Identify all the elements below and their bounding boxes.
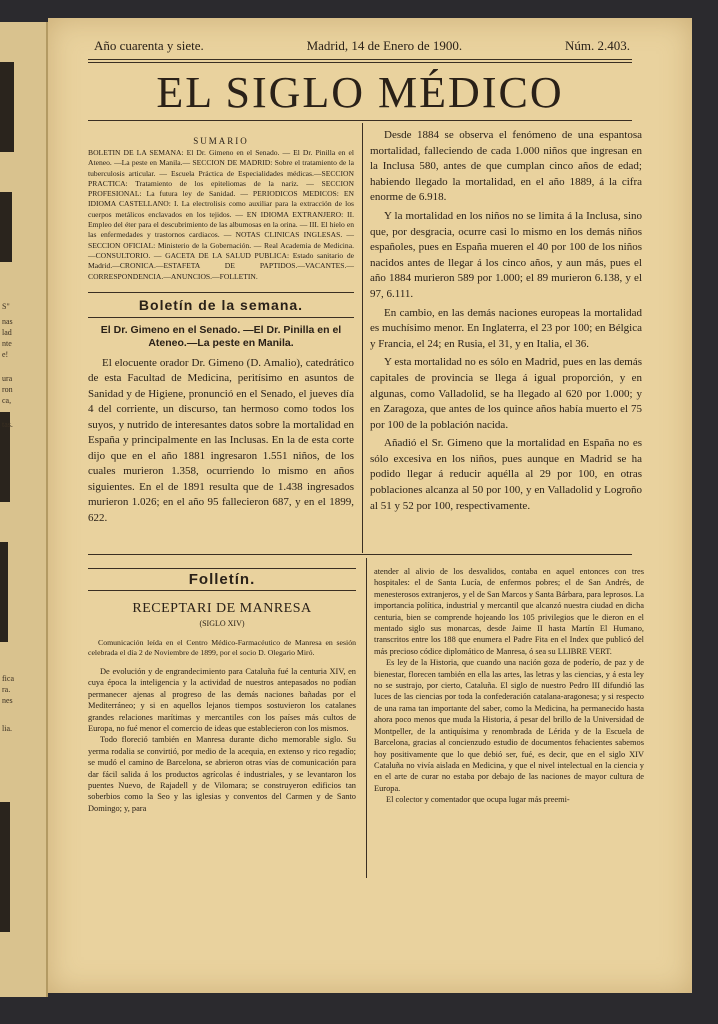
adjacent-fragment: ra. bbox=[2, 685, 11, 694]
newspaper-title: EL SIGLO MÉDICO bbox=[156, 68, 564, 117]
article-paragraph: En cambio, en las demás naciones europeas la mortalidad es muchísimo menor. En Inglaterra, el 23 por 100; en Bélgica y Francia, el 24; en Rusia, el 31, y en Italia, el 36. bbox=[370, 306, 642, 350]
adjacent-fragment: e! bbox=[2, 350, 9, 359]
right-column bbox=[370, 128, 642, 517]
adjacent-fragment: nas bbox=[2, 317, 13, 326]
adjacent-page-edge bbox=[0, 22, 48, 997]
receptari-subtitle: (SIGLO XIV) bbox=[199, 619, 245, 628]
folletin-paragraph: El colector y comentador que ocupa lugar más preemi- bbox=[386, 795, 570, 805]
issue-number: Núm. 2.403. bbox=[565, 38, 630, 53]
folletin-left bbox=[88, 568, 356, 814]
folletin-right bbox=[374, 566, 644, 806]
masthead-rule bbox=[88, 62, 632, 63]
column-divider bbox=[362, 123, 363, 553]
section-rule bbox=[88, 554, 632, 555]
folletin-paragraph: Es ley de la Historia, que cuando una nación goza de poderío, de paz y de bienestar, florecen también en ella las artes, las letras y las ciencias, y á esta ley no se sustrajo, por cierto, Cataluña. El siglo de nuestro Pedro III difundió las luces de las ciencias por toda la confederación catalana-aragonesa; y si respecto de una rama tan importante del saber, como la Medicina, ha permanecido hasta ahora poco menos que muda la Historia, á pesar del brillo de la Universidad de Montpeller, de la antiquísima y renombrada de Lérida y de la Escuela de Barcelona, gracias al concienzudo estudio de documentos fehacientes sabemos hoy positivamente que lo que debió ser, fué, es decir, que en el siglo XIV Cataluña no vivía aislada en Medicina, y que el nivel intelectual en la ciencia y en el arte de curar no estaba por debajo de las naciones de mayor cultura de Europa. bbox=[374, 658, 644, 793]
adjacent-fragment: ura bbox=[2, 374, 13, 383]
article-paragraph: Y esta mortalidad no es sólo en Madrid, pues en las demás capitales de provincia se llega á igual proporción, y en algunas, como Valladolid, se ha llegado al 620 por 1.000; y en Zaragoza, que antes de los quince años había muerto el 75 por 100 de la población nacida. bbox=[370, 356, 642, 431]
folletin-paragraph: Todo floreció también en Manresa durante dicho memorable siglo. Su yerma rodalia se convirtió, por medio de la acequia, en extenso y rico regadío; se mudó el camino de Barcelona, se abrieron otras vías de comunicación para dar fácil salida á los productos agrícolas é industriales, y se levantaron los puentes Nuevo, de Rajadell y de Vilomara; se construyeron edificios tan soberbios como la Seo y las iglesias y conventos del Carmen y de Santo Domingo; y, para bbox=[88, 735, 356, 813]
adjacent-fragment: lia. bbox=[2, 724, 12, 733]
comunicacion-note: Comunicación leída en el Centro Médico-Farmacéutico de Manresa en sesión celebrada el día 2 de Noviembre de 1899, por el socio D. Olegario Miró. bbox=[88, 638, 356, 657]
boletin-subheading: El Dr. Gimeno en el Senado. —El Dr. Pinilla en el Ateneo.—La peste en Manila. bbox=[100, 323, 342, 349]
article-paragraph: Añadió el Sr. Gimeno que la mortalidad en España no es sólo excesiva en los niños, pues aunque en Madrid se ha podido llegar á reducir aquélla al 29 por 100, en otras poblaciones alcanza al 50 por 100, y en Valladolid y Logroño al 51 y 52 por 100, respectivamente. bbox=[370, 437, 642, 512]
newspaper-page bbox=[48, 18, 692, 993]
adjacent-fragment: tas. bbox=[2, 420, 13, 429]
sumario-heading: SUMARIO bbox=[193, 136, 249, 146]
dateline: Madrid, 14 de Enero de 1900. bbox=[306, 38, 463, 53]
article-paragraph: Desde 1884 se observa el fenómeno de una espantosa mortalidad, falleciendo de cada 1.000 niños que ingresan en la Inclusa 580, antes de que cumplan cinco años de edad; habiendo llegado la mortalidad, en el año 1889, á la cifra enorme de 6.918. bbox=[370, 129, 642, 204]
adjacent-fragment: ca, bbox=[2, 396, 12, 405]
adjacent-fragment: nes bbox=[2, 696, 13, 705]
adjacent-black-block bbox=[0, 802, 10, 932]
adjacent-fragment: lad bbox=[2, 328, 12, 337]
adjacent-fragment: S" bbox=[2, 302, 10, 311]
title-rule bbox=[88, 120, 632, 121]
left-column bbox=[88, 128, 354, 526]
boletin-heading: Boletín de la semana. bbox=[88, 292, 354, 318]
article-paragraph: Y la mortalidad en los niños no se limita á la Inclusa, sino que, por desgracia, ocurre casi lo mismo en los demás niños españoles, pues en España mueren el 40 por 100 de los niños nacidos antes de llegar á los cinco años, y aun más, pues el año 1884 murieron 589 por 1.000; el 89 murieron 6.138, y el 97, 6.111. bbox=[370, 209, 642, 300]
folletin-paragraph: atender al alivio de los desvalidos, contaba en aquel entonces con tres hospitales: el de Santa Lucía, de enfermos pobres; el de San Andrés, de menesterosos extranjeros, y el de San Marcos y Santa Bárbara, para leprosos. La importancia política, industrial y mercantil que alcanzó nuestra ciudad en dicha centuria, bien se comprende hojeando los 105 privilegios que le dieron en el mentado siglo sus monarcas, desde Jaime II hasta Martín El Humano, transcritos entre los 188 que enumera el Padre Fita en el Index que publicó del más precioso códice diplomático de Manresa, ó sea su LLIBRE VERT. bbox=[374, 567, 645, 656]
folletin-paragraph: De evolución y de engrandecimiento para Cataluña fué la centuria XIV, en cuya época la inteligencia y la actividad de nuestros antepasados no podían permanecer ajenas al progreso de las demás naciones bañadas por el Mediterráneo; y si en aquellos lejanos tiempos sostuvieron los catalanes grandes relaciones marítimas y mercantiles con los países más cultos de Europa, no fué menor el comercio de ideas que establecieron con los mismos. bbox=[88, 667, 356, 734]
adjacent-black-block bbox=[0, 542, 8, 642]
masthead-info bbox=[94, 38, 630, 58]
adjacent-black-block bbox=[0, 62, 14, 152]
adjacent-fragment: ron bbox=[2, 385, 13, 394]
folletin-column-divider bbox=[366, 558, 367, 878]
receptari-title: RECEPTARI DE MANRESA bbox=[132, 601, 312, 616]
boletin-paragraph: El elocuente orador Dr. Gimeno (D. Amalio), catedrático de esta Facultad de Medicina, peritísimo en asuntos de Sanidad y de Higiene, pronunció en el Senado, el jueves día 4 del corriente, un discurso, tan hermoso como todos los suyos, y nutrido de interesantes datos sobre la mortalidad en España y principalmente en las Inclusas. En la de esta corte dijo que en el año 1881 ingresaron 1.551 niños, de los cuales murieron 1.358, ocurriendo lo mismo en años siguientes. En el de 1891 resulta que de 1.438 ingresados murieron 1.026; en el año 95 fallecieron 687, y en el 1899, 622. bbox=[88, 356, 354, 524]
adjacent-fragment: fica bbox=[2, 674, 14, 683]
folletin-heading: Folletín. bbox=[88, 568, 356, 591]
adjacent-black-block bbox=[0, 192, 12, 262]
year-label: Año cuarenta y siete. bbox=[94, 38, 204, 53]
adjacent-fragment: nte bbox=[2, 339, 12, 348]
masthead-rule bbox=[88, 59, 632, 60]
sumario-text: BOLETIN DE LA SEMANA: El Dr. Gimeno en el Senado. — El Dr. Pinilla en el Ateneo. —La peste en Manila.— SECCION DE MADRID: Sobre el tratamiento de la tuberculosis articular. — Escuela Práctica de Especialidades médicas.—SECCION PRACTICA: Tratamiento de los epiteliomas de la nariz. — SECCION PROFESIONAL: La futura ley de Sanidad. — PERIODICOS MEDICOS: EN IDIOMA CASTELLANO: I. La electrolisis como auxiliar para la extracción de los cuerpos metálicos enclavados en los tejidos. — EN IDIOMA EXTRANJERO: II. Empleo del éter para el descubrimiento de las albumosas en la orina. — III. El hielo en las enfermedades y trastornos cardiacos. — NOTAS CLINICAS INGLESAS. — SECCION OFICIAL: Ministerio de la Gobernación. — Real Academia de Medicina.—CONSULTORIO. — GACETA DE LA SALUD PUBLICA: Estado sanitario de Madrid.—CRONICA.—ESTAFETA DE PAPTIDOS.—VACANTES.—CORRESPONDENCIA.—ANUNCIOS.—FOLLETIN. bbox=[88, 148, 354, 281]
